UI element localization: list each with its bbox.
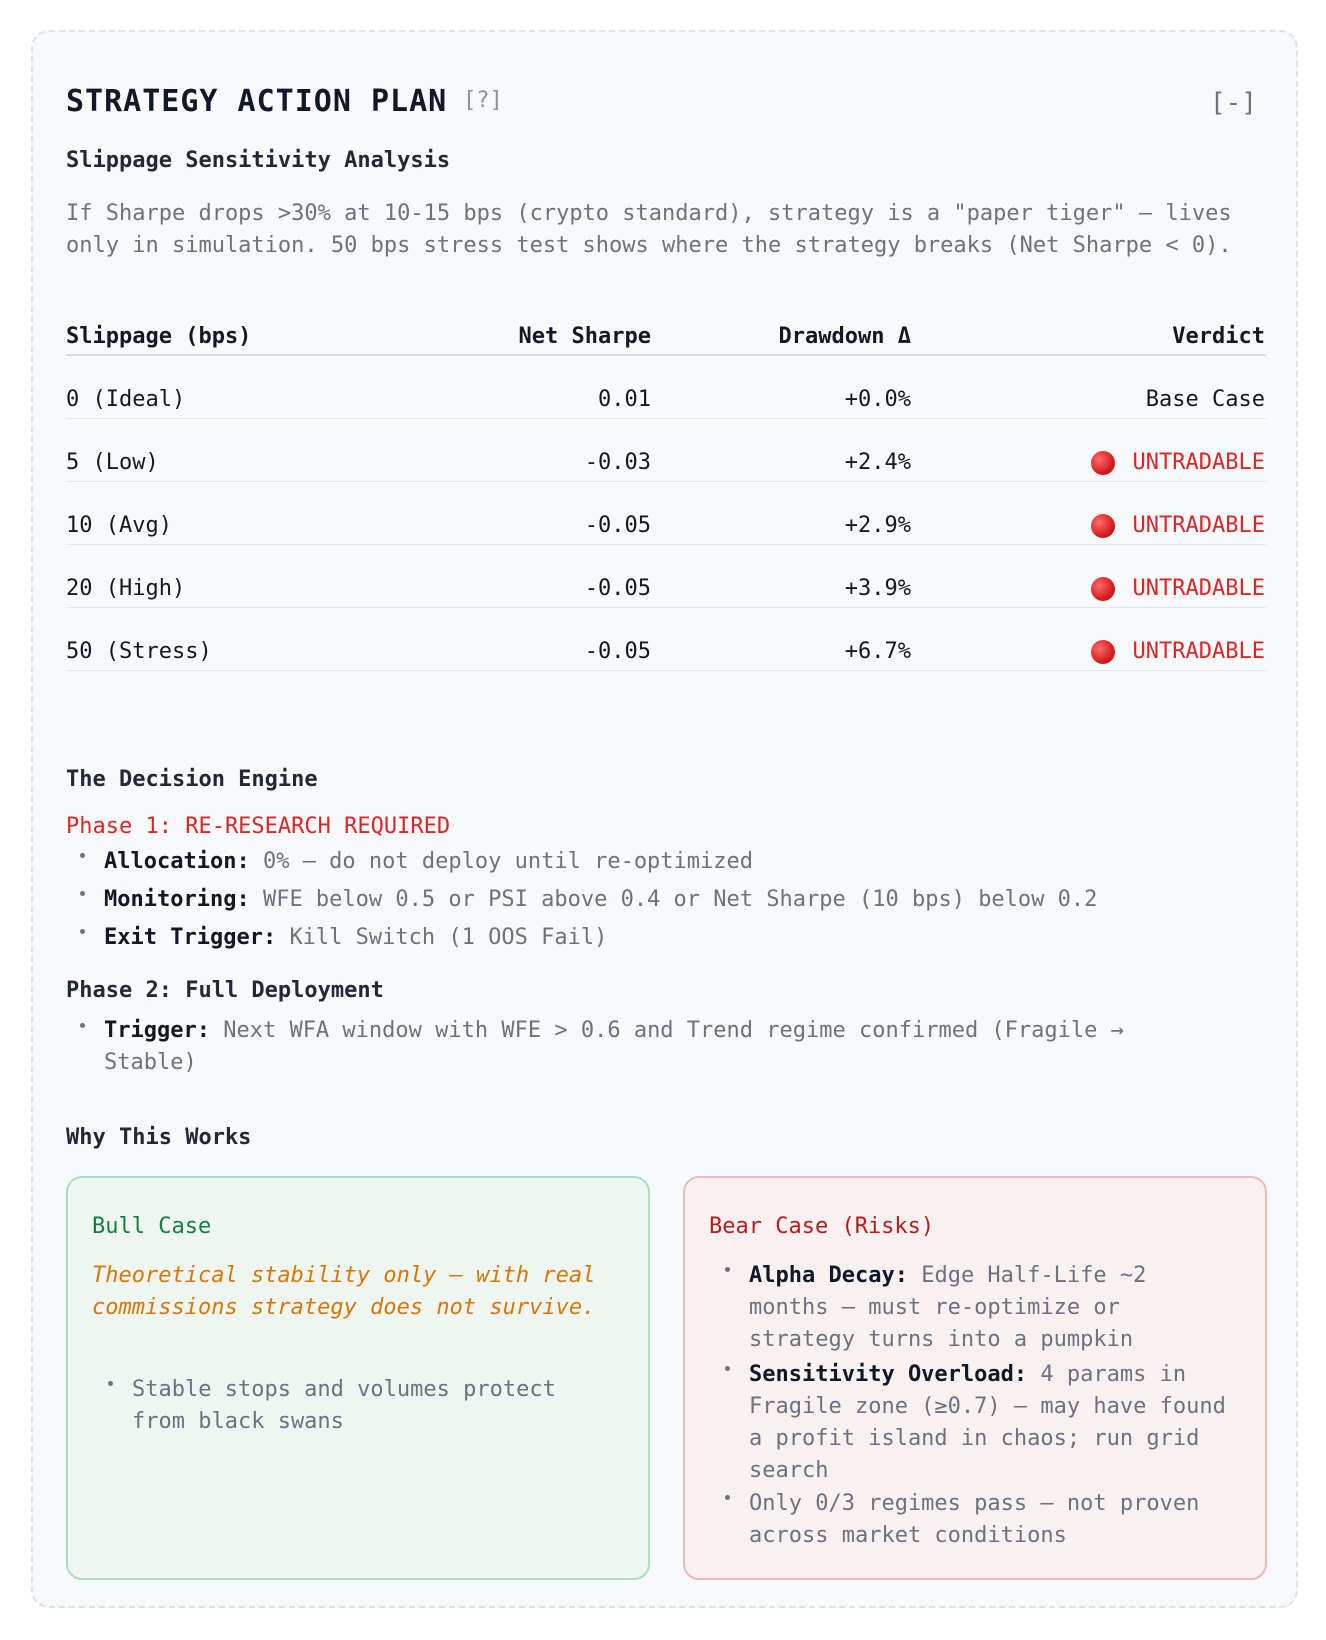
bullet-icon [108,1381,113,1386]
col-header-slippage: Slippage (bps) [66,324,252,349]
bullet-icon [80,1023,85,1028]
cell-net-sharpe: -0.05 [584,513,651,538]
item-label: Monitoring: [104,887,250,912]
red-circle-icon [1091,640,1115,664]
col-header-verdict: Verdict [1172,324,1265,349]
bullet-icon [725,1366,730,1371]
cell-net-sharpe: -0.05 [584,639,651,664]
cell-drawdown: +2.4% [844,450,911,475]
panel-title: STRATEGY ACTION PLAN [66,84,448,119]
item-label: Allocation: [104,849,250,874]
cell-verdict [1091,450,1265,475]
list-item: Only 0/3 regimes pass — not proven across market conditions [749,1491,1200,1548]
cell-drawdown: +2.9% [844,513,911,538]
item-text: 4 params in Fragile zone (≥0.7) — may have found a profit island in chaos; run grid search [749,1362,1226,1483]
item-label: Trigger: [104,1018,210,1043]
help-button[interactable]: [?] [463,88,503,113]
cell-drawdown: +3.9% [844,576,911,601]
cell-net-sharpe: 0.01 [598,387,651,412]
slippage-heading: Slippage Sensitivity Analysis [66,148,451,173]
verdict-untradable: UNTRADABLE [1132,576,1265,601]
phase1-title: Phase 1: RE-RESEARCH REQUIRED [66,814,451,839]
list-item [104,884,1097,916]
red-circle-icon [1091,577,1115,601]
cell-slippage: 50 (Stress) [66,639,212,664]
cell-verdict [1091,639,1265,664]
col-header-net-sharpe: Net Sharpe [518,324,651,349]
bullet-icon [725,1267,730,1272]
cell-slippage: 0 (Ideal) [66,387,186,412]
item-text: Edge Half-Life ~2 months — must re-optimize or strategy turns into a pumpkin [749,1263,1147,1352]
row-divider [66,418,1266,419]
bullet-icon [725,1495,730,1500]
verdict-untradable: UNTRADABLE [1132,639,1265,664]
cell-net-sharpe: -0.03 [584,450,651,475]
cell-slippage: 5 (Low) [66,450,159,475]
cell-net-sharpe: -0.05 [584,576,651,601]
list-item [104,846,753,878]
cell-drawdown: +6.7% [844,639,911,664]
slippage-description: If Sharpe drops >30% at 10-15 bps (crypto standard), strategy is a "paper tiger" — lives only in simulation. 50 bps stress test shows where the strategy breaks (Net Sharpe < 0). [66,201,1232,258]
bull-case-panel [66,1176,650,1580]
red-circle-icon [1091,451,1115,475]
row-divider [66,607,1266,608]
bear-case-panel [683,1176,1267,1580]
item-text: WFE below 0.5 or PSI above 0.4 or Net Sharpe (10 bps) below 0.2 [262,887,1098,912]
verdict-untradable: UNTRADABLE [1132,513,1265,538]
cell-verdict [1091,513,1265,538]
bullet-icon [80,929,85,934]
bull-case-title: Bull Case [92,1214,212,1239]
col-header-drawdown: Drawdown Δ [778,324,911,349]
bullet-icon [80,891,85,896]
decision-engine-heading: The Decision Engine [66,767,318,792]
strategy-action-plan-card [31,30,1298,1608]
cell-verdict [1091,576,1265,601]
row-divider [66,670,1266,671]
item-text: Kill Switch (1 OOS Fail) [289,925,608,950]
collapse-button[interactable]: [-] [1210,88,1257,118]
row-divider [66,481,1266,482]
cell-slippage: 20 (High) [66,576,186,601]
phase2-title: Phase 2: Full Deployment [66,978,384,1003]
list-item [749,1359,1239,1487]
list-item [749,1260,1239,1356]
item-label: Sensitivity Overload: [749,1362,1028,1387]
cell-slippage: 10 (Avg) [66,513,172,538]
item-label: Exit Trigger: [104,925,277,950]
row-divider [66,544,1266,545]
item-text: Next WFA window with WFE > 0.6 and Trend regime confirmed (Fragile → Stable) [104,1018,1124,1075]
why-heading: Why This Works [66,1125,252,1150]
red-circle-icon [1091,514,1115,538]
item-label: Alpha Decay: [749,1263,908,1288]
bullet-icon [80,853,85,858]
item-text: 0% — do not deploy until re-optimized [262,849,754,874]
bull-case-warning: Theoretical stability only — with real commissions strategy does not survive. [92,1263,596,1320]
table-header-divider [66,354,1266,356]
cell-drawdown: +0.0% [844,387,911,412]
list-item [104,922,607,954]
cell-verdict: Base Case [1145,387,1265,412]
bear-case-title: Bear Case (Risks) [709,1214,935,1239]
list-item [104,1015,1224,1079]
list-item: Stable stops and volumes protect from black swans [132,1377,556,1434]
verdict-untradable: UNTRADABLE [1132,450,1265,475]
